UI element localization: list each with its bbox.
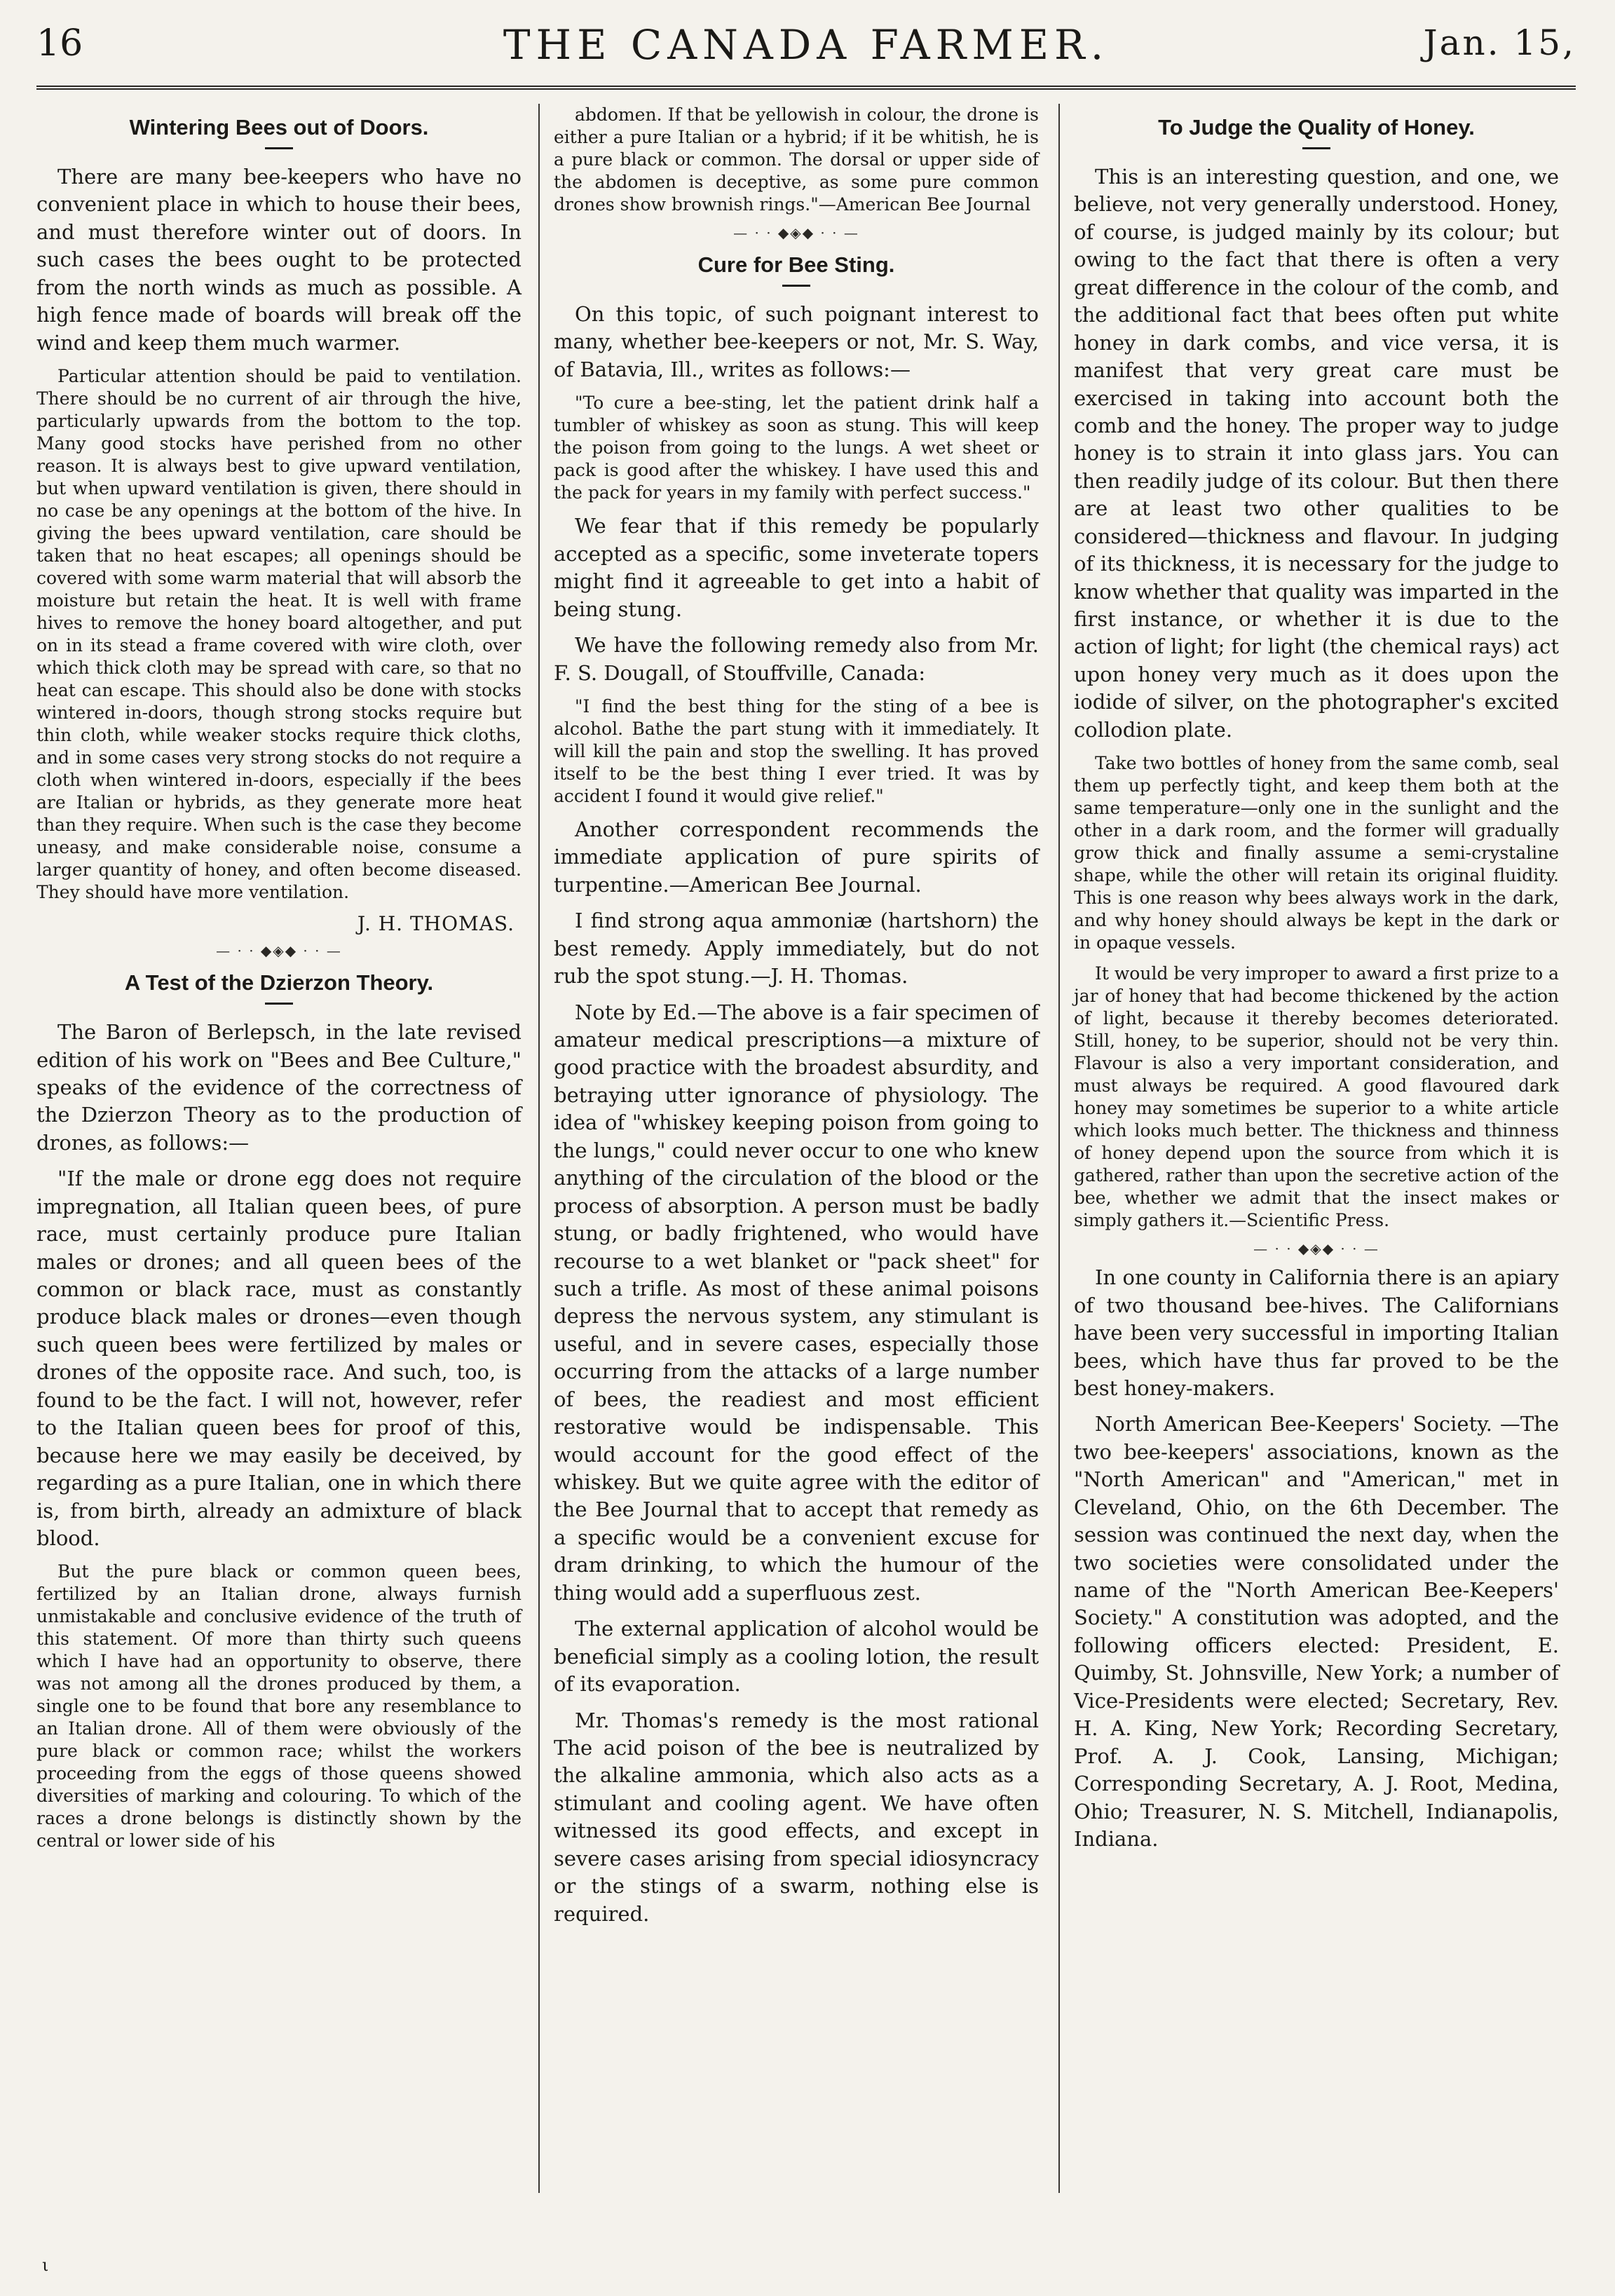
paragraph: On this topic, of such poignant interest to many, whether bee-keepers or not, Mr. S. Way, of Batavia, Ill., writes as follows:— bbox=[554, 302, 1039, 381]
paragraph: We fear that if this remedy be popularly accepted as a specific, some inveterate topers might find it agreeable to get into a habit of being stung. bbox=[554, 514, 1039, 621]
article-title: A Test of the Dzierzon Theory. bbox=[124, 970, 434, 996]
column-3 bbox=[1074, 104, 1559, 1861]
paragraph: "To cure a bee-sting, let the patient drink half a tumbler of whiskey as soon as stung. This will keep the poison from going to the lungs. A wet sheet or pack is good after the whiskey. I have used this and the pack for years in my family with perfect success." bbox=[554, 393, 1039, 503]
column-1 bbox=[36, 104, 522, 1861]
newspaper-title: THE CANADA FARMER. bbox=[503, 21, 1110, 69]
paragraph: We have the following remedy also from Mr. F. S. Dougall, of Stouffville, Canada: bbox=[554, 633, 1039, 685]
title-dash bbox=[265, 1003, 293, 1005]
paragraph: But the pure black or common queen bees, fertilized by an Italian drone, always furnish unmistakable and conclusive evidence of the truth of this statement. Of more than thirty such queens which I have had an opportunity to observe, there was not among all the drones produced by them, a single one to be found that bore any resemblance to an Italian drone. All of them were obviously of the pure black or common race; whilst the workers proceeding from the eggs of those queens showed diversities of marking and colouring. To which of the races a drone belongs is distinctly shown by the central or lower side of his bbox=[36, 1561, 522, 1852]
paragraph: Take two bottles of honey from the same comb, seal them up perfectly tight, and keep them both at the same temperature—only one in the sunlight and the other in a dark room, and the former will gradually grow thick and finally assume a semi-crystaline shape, while the other will retain its original fluidity. This is one reason why bees always work in the dark, and why honey should always be kept in the dark or in opaque vessels. bbox=[1074, 753, 1559, 953]
corner-mark: ι bbox=[42, 2255, 49, 2275]
article-title: Wintering Bees out of Doors. bbox=[129, 115, 429, 140]
column-divider bbox=[1058, 104, 1060, 2193]
paragraph: Another correspondent recommends the immediate application of pure spirits of turpentine.—American Bee Journal. bbox=[554, 817, 1039, 897]
paragraph: North American Bee-Keepers' Society. —The two bee-keepers' associations, known as the "North American" and "American," met in Cleveland, Ohio, on the 6th December. The session was continued the next day, when the two societies were consolidated under the name of the "North American Bee-Keepers' Society." A constitution was adopted, and the following officers elected: President, E. Quimby, St. Johnsville, New York; a number of Vice-Presidents were elected; Secretary, Rev. H. A. King, New York; Recording Secretary, Prof. A. J. Cook, Lansing, Michigan; Corresponding Secretary, A. J. Root, Medina, Ohio; Treasurer, N. S. Mitchell, Indianapolis, Indiana. bbox=[1074, 1412, 1559, 1851]
paragraph: The Baron of Berlepsch, in the late revised edition of his work on "Bees and Bee Culture," speaks of the evidence of the correctness of the Dzierzon Theory as to the production of drones, as follows:— bbox=[36, 1020, 522, 1155]
article-signature: J. H. THOMAS. bbox=[357, 912, 515, 936]
masthead bbox=[36, 21, 1576, 98]
section-ornament: — · · ◆◈◆ · · — bbox=[1253, 1240, 1379, 1258]
section-ornament: — · · ◆◈◆ · · — bbox=[216, 942, 342, 960]
title-dash bbox=[1302, 147, 1330, 149]
paragraph: The external application of alcohol would be beneficial simply as a cooling lotion, the result of its evaporation. bbox=[554, 1617, 1039, 1697]
page-number: 16 bbox=[36, 22, 83, 64]
paragraph: This is an interesting question, and one, we believe, not very generally understood. Honey, of course, is judged mainly by its colour; but owing to the fact that there is often a very great difference in the colour of the comb, and the additional fact that bees often put white honey in dark combs, and vice versa, it is manifest that very great care must be exercised in taking into account both the comb and the honey. The proper way to judge honey is to strain it into glass jars. You can then readily judge of its colour. But then there are at least two other qualities to be considered—thickness and flavour. In judging of its thickness, it is necessary for the judge to know whether that quality was imparted in the first instance, or whether it is due to the action of light; for light (the chemical rays) act upon honey very much as it does upon the iodide of silver, on the photographer's excited collodion plate. bbox=[1074, 165, 1559, 742]
title-dash bbox=[265, 147, 293, 149]
paragraph: I find strong aqua ammoniæ (hartshorn) the best remedy. Apply immediately, but do not rub the spot stung.—J. H. Thomas. bbox=[554, 909, 1039, 989]
title-dash bbox=[782, 285, 810, 287]
paragraph: Particular attention should be paid to ventilation. There should be no current of air through the hive, particularly upwards from the bottom to the top. Many good stocks have perished from no other reason. It is always best to give upward ventilation, but when upward ventilation is given, there should in no case be any openings at the bottom of the hive. In giving the bees upward ventilation, care should be taken that no heat escapes; all openings should be covered with some warm material that will absorb the moisture but retain the heat. It is well with frame hives to remove the honey board altogether, and put on in its stead a frame covered with wire cloth, over which thick cloth may be spread with care, so that no heat can escape. This should also be done with stocks wintered in-doors, though strong stocks require but thin cloth, while weaker stocks require thick cloths, and in some cases very strong stocks do not require a cloth when wintered in-doors, especially if the bees are Italian or hybrids, as they generate more heat than they require. When such is the case they become uneasy, and make considerable noise, consume a larger quantity of honey, and often become diseased. They should have more ventilation. bbox=[36, 366, 522, 903]
paragraph: In one county in California there is an apiary of two thousand bee-hives. The Californians have been very successful in importing Italian bees, which have thus far proved to be the best honey-makers. bbox=[1074, 1265, 1559, 1400]
header-rule bbox=[36, 86, 1576, 90]
newspaper-page bbox=[36, 21, 1576, 2275]
article-title: To Judge the Quality of Honey. bbox=[1158, 115, 1475, 140]
column-divider bbox=[538, 104, 540, 2193]
paragraph: There are many bee-keepers who have no convenient place in which to house their bees, and must therefore winter out of doors. In such cases the bees ought to be protected from the north winds as much as possible. A high fence made of boards will break off the wind and keep them much warmer. bbox=[36, 165, 522, 355]
paragraph: "If the male or drone egg does not require impregnation, all Italian queen bees, of pure race, must certainly produce pure Italian males or drones; and all queen bees of the common or black race, must as constantly produce black males or drones—even though such queen bees were fertilized by males or drones of the opposite race. And such, too, is found to be the fact. I will not, however, refer to the Italian queen bees for proof of this, because here we may easily be deceived, by regarding as a pure Italian, one in which there is, from birth, already an admixture of black blood. bbox=[36, 1167, 522, 1550]
paragraph: abdomen. If that be yellowish in colour, the drone is either a pure Italian or a hybrid; if it be whitish, he is a pure black or common. The dorsal or upper side of the abdomen is deceptive, as some pure common drones show brownish rings."—American Bee Journal bbox=[554, 104, 1039, 215]
paragraph: Mr. Thomas's remedy is the most rational The acid poison of the bee is neutralized by the alkaline ammonia, which also acts as a stimulant and cooling agent. We have often witnessed its good effects, and except in severe cases arising from special idiosyncracy or the stings of a swarm, nothing else is required. bbox=[554, 1708, 1039, 1926]
issue-date: Jan. 15, bbox=[1423, 22, 1576, 63]
paragraph: Note by Ed.—The above is a fair specimen of amateur medical prescriptions—a mixture of good practice with the broadest absurdity, and betraying utter ignorance of physiology. The idea of "whiskey keeping poison from going to the lungs," could never occur to one who knew anything of the circulation of the blood or the process of absorption. A person must be badly stung, or badly frightened, who would have recourse to a wet blanket or "pack sheet" for such a trifle. As most of these animal poisons depress the nervous system, any stimulant is useful, and in severe cases, especially those occurring from the attacks of a large number of bees, the readiest and most efficient restorative would be indispensable. This would account for the good effect of the whiskey. But we quite agree with the editor of the Bee Journal that to accept that remedy as a specific would be a convenient excuse for dram drinking, to which the humour of the thing would add a superfluous zest. bbox=[554, 1000, 1039, 1605]
section-ornament: — · · ◆◈◆ · · — bbox=[733, 224, 859, 241]
article-title: Cure for Bee Sting. bbox=[697, 252, 895, 277]
column-2 bbox=[554, 104, 1039, 1936]
paragraph: It would be very improper to award a first prize to a jar of honey that had become thickened by the action of light, because it thereby becomes deteriorated. Still, honey, to be superior, should not be very thin. Flavour is also a very important consideration, and must always be required. A good flavoured dark honey may sometimes be superior to a white article which looks much better. The thickness and thinness of honey depend upon the source from which it is gathered, rather than upon the secretive action of the bee, whether we admit that the insect makes or simply gathers it.—Scientific Press. bbox=[1074, 963, 1559, 1231]
paragraph: "I find the best thing for the sting of a bee is alcohol. Bathe the part stung with it immediately. It will kill the pain and stop the swelling. It has proved itself to be the best thing I ever tried. It was by accident I found it would give relief." bbox=[554, 695, 1039, 806]
